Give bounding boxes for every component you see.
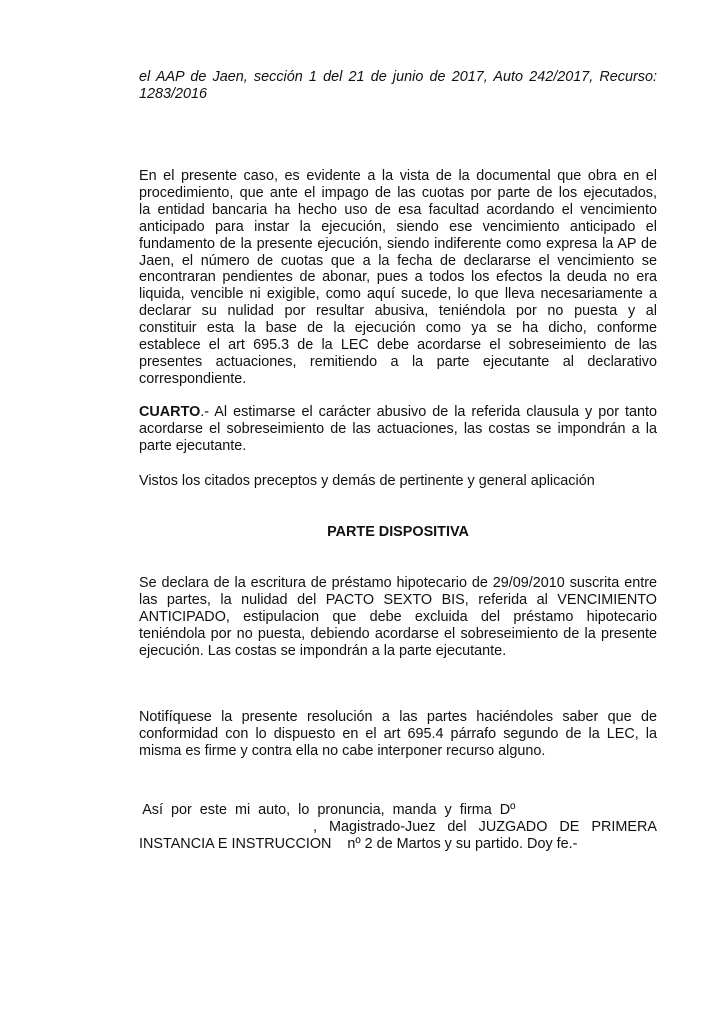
paragraph-line: Se declara de la escritura de préstamo hipotecario de 29/09/2010 suscrita entre <box>139 575 657 591</box>
signature-line: , Magistrado-Juez del JUZGADO DE PRIMERA <box>313 818 657 835</box>
paragraph-line: ejecución. Las costas se impondrán a la parte ejecutante. <box>139 642 507 659</box>
paragraph-line <box>139 404 657 421</box>
paragraph-line: parte ejecutante. <box>139 437 247 454</box>
header-reference-line: 1283/2016 <box>139 85 208 102</box>
paragraph-presente-caso <box>139 168 657 388</box>
header-reference-line: el AAP de Jaen, sección 1 del 21 de junio de 2017, Auto 242/2017, Recurso: <box>139 69 657 85</box>
section-label-cuarto: CUARTO <box>139 404 201 420</box>
paragraph-line: liquida, vencible ni exigible, como aquí sucede, lo que lleva necesariamente a <box>139 286 657 303</box>
paragraph-line: misma es firme y contra ella no cabe interponer recurso alguno. <box>139 742 546 759</box>
paragraph-line: presentes actuaciones, remitiendo a la parte ejecutante al declarativo <box>139 353 657 370</box>
paragraph-line-text: .- Al estimarse el carácter abusivo de la referida clausula y por tanto <box>200 404 657 420</box>
paragraph-firma <box>139 802 657 853</box>
signature-line: INSTANCIA E INSTRUCCION nº 2 de Martos y su partido. Doy fe.- <box>139 835 578 852</box>
paragraph-line: constituir esta la base de la ejecución como ya se ha dicho, conforme <box>139 320 657 337</box>
paragraph-line: las partes, la nulidad del PACTO SEXTO BIS, referida al VENCIMIENTO <box>139 591 657 608</box>
paragraph-line: Vistos los citados preceptos y demás de pertinente y general aplicación <box>139 473 595 489</box>
paragraph-line: declarar su nulidad por resultar abusiva, teniéndola por no puesta y al <box>139 303 657 320</box>
signature-line: Así por este mi auto, lo pronuncia, manda y firma Dº <box>139 802 516 818</box>
paragraph-se-declara <box>139 575 657 660</box>
paragraph-cuarto <box>139 404 657 455</box>
paragraph-line: procedimiento, que ante el impago de las cuotas por parte de los ejecutados, <box>139 184 657 201</box>
paragraph-line: acordarse el sobreseimiento de las actuaciones, las costas se impondrán a la <box>139 420 657 437</box>
paragraph-line: fundamento de la presente ejecución, siendo indiferente como expresa la AP de <box>139 235 657 252</box>
paragraph-notifiquese <box>139 709 657 760</box>
paragraph-line: correspondiente. <box>139 370 247 387</box>
paragraph-vistos <box>139 473 657 490</box>
heading-parte-dispositiva <box>139 524 657 541</box>
heading-text: PARTE DISPOSITIVA <box>327 524 469 540</box>
paragraph-line: ANTICIPADO, estipulacion que debe excluida del préstamo hipotecario <box>139 608 657 625</box>
paragraph-line: anticipado para instar la ejecución, siendo ese vencimiento anticipado el <box>139 218 657 235</box>
paragraph-line: la entidad bancaria ha hecho uso de esa facultad acordando el vencimiento <box>139 201 657 218</box>
paragraph-line: Jaen, el número de cuotas que a la fecha de declararse el vencimiento se <box>139 252 657 269</box>
paragraph-line: En el presente caso, es evidente a la vista de la documental que obra en el <box>139 168 657 184</box>
header-reference <box>139 69 657 103</box>
paragraph-line: encontraran pendientes de abonar, pues a todos los efectos la deuda no era <box>139 269 657 286</box>
paragraph-line: establece el art 695.3 de la LEC debe acordarse el sobreseimiento de las <box>139 337 657 354</box>
paragraph-line: Notifíquese la presente resolución a las partes haciéndoles saber que de <box>139 709 657 725</box>
paragraph-line: conformidad con lo dispuesto en el art 695.4 párrafo segundo de la LEC, la <box>139 725 657 742</box>
paragraph-line: teniéndola por no puesta, debiendo acordarse el sobreseimiento de la presente <box>139 625 657 642</box>
